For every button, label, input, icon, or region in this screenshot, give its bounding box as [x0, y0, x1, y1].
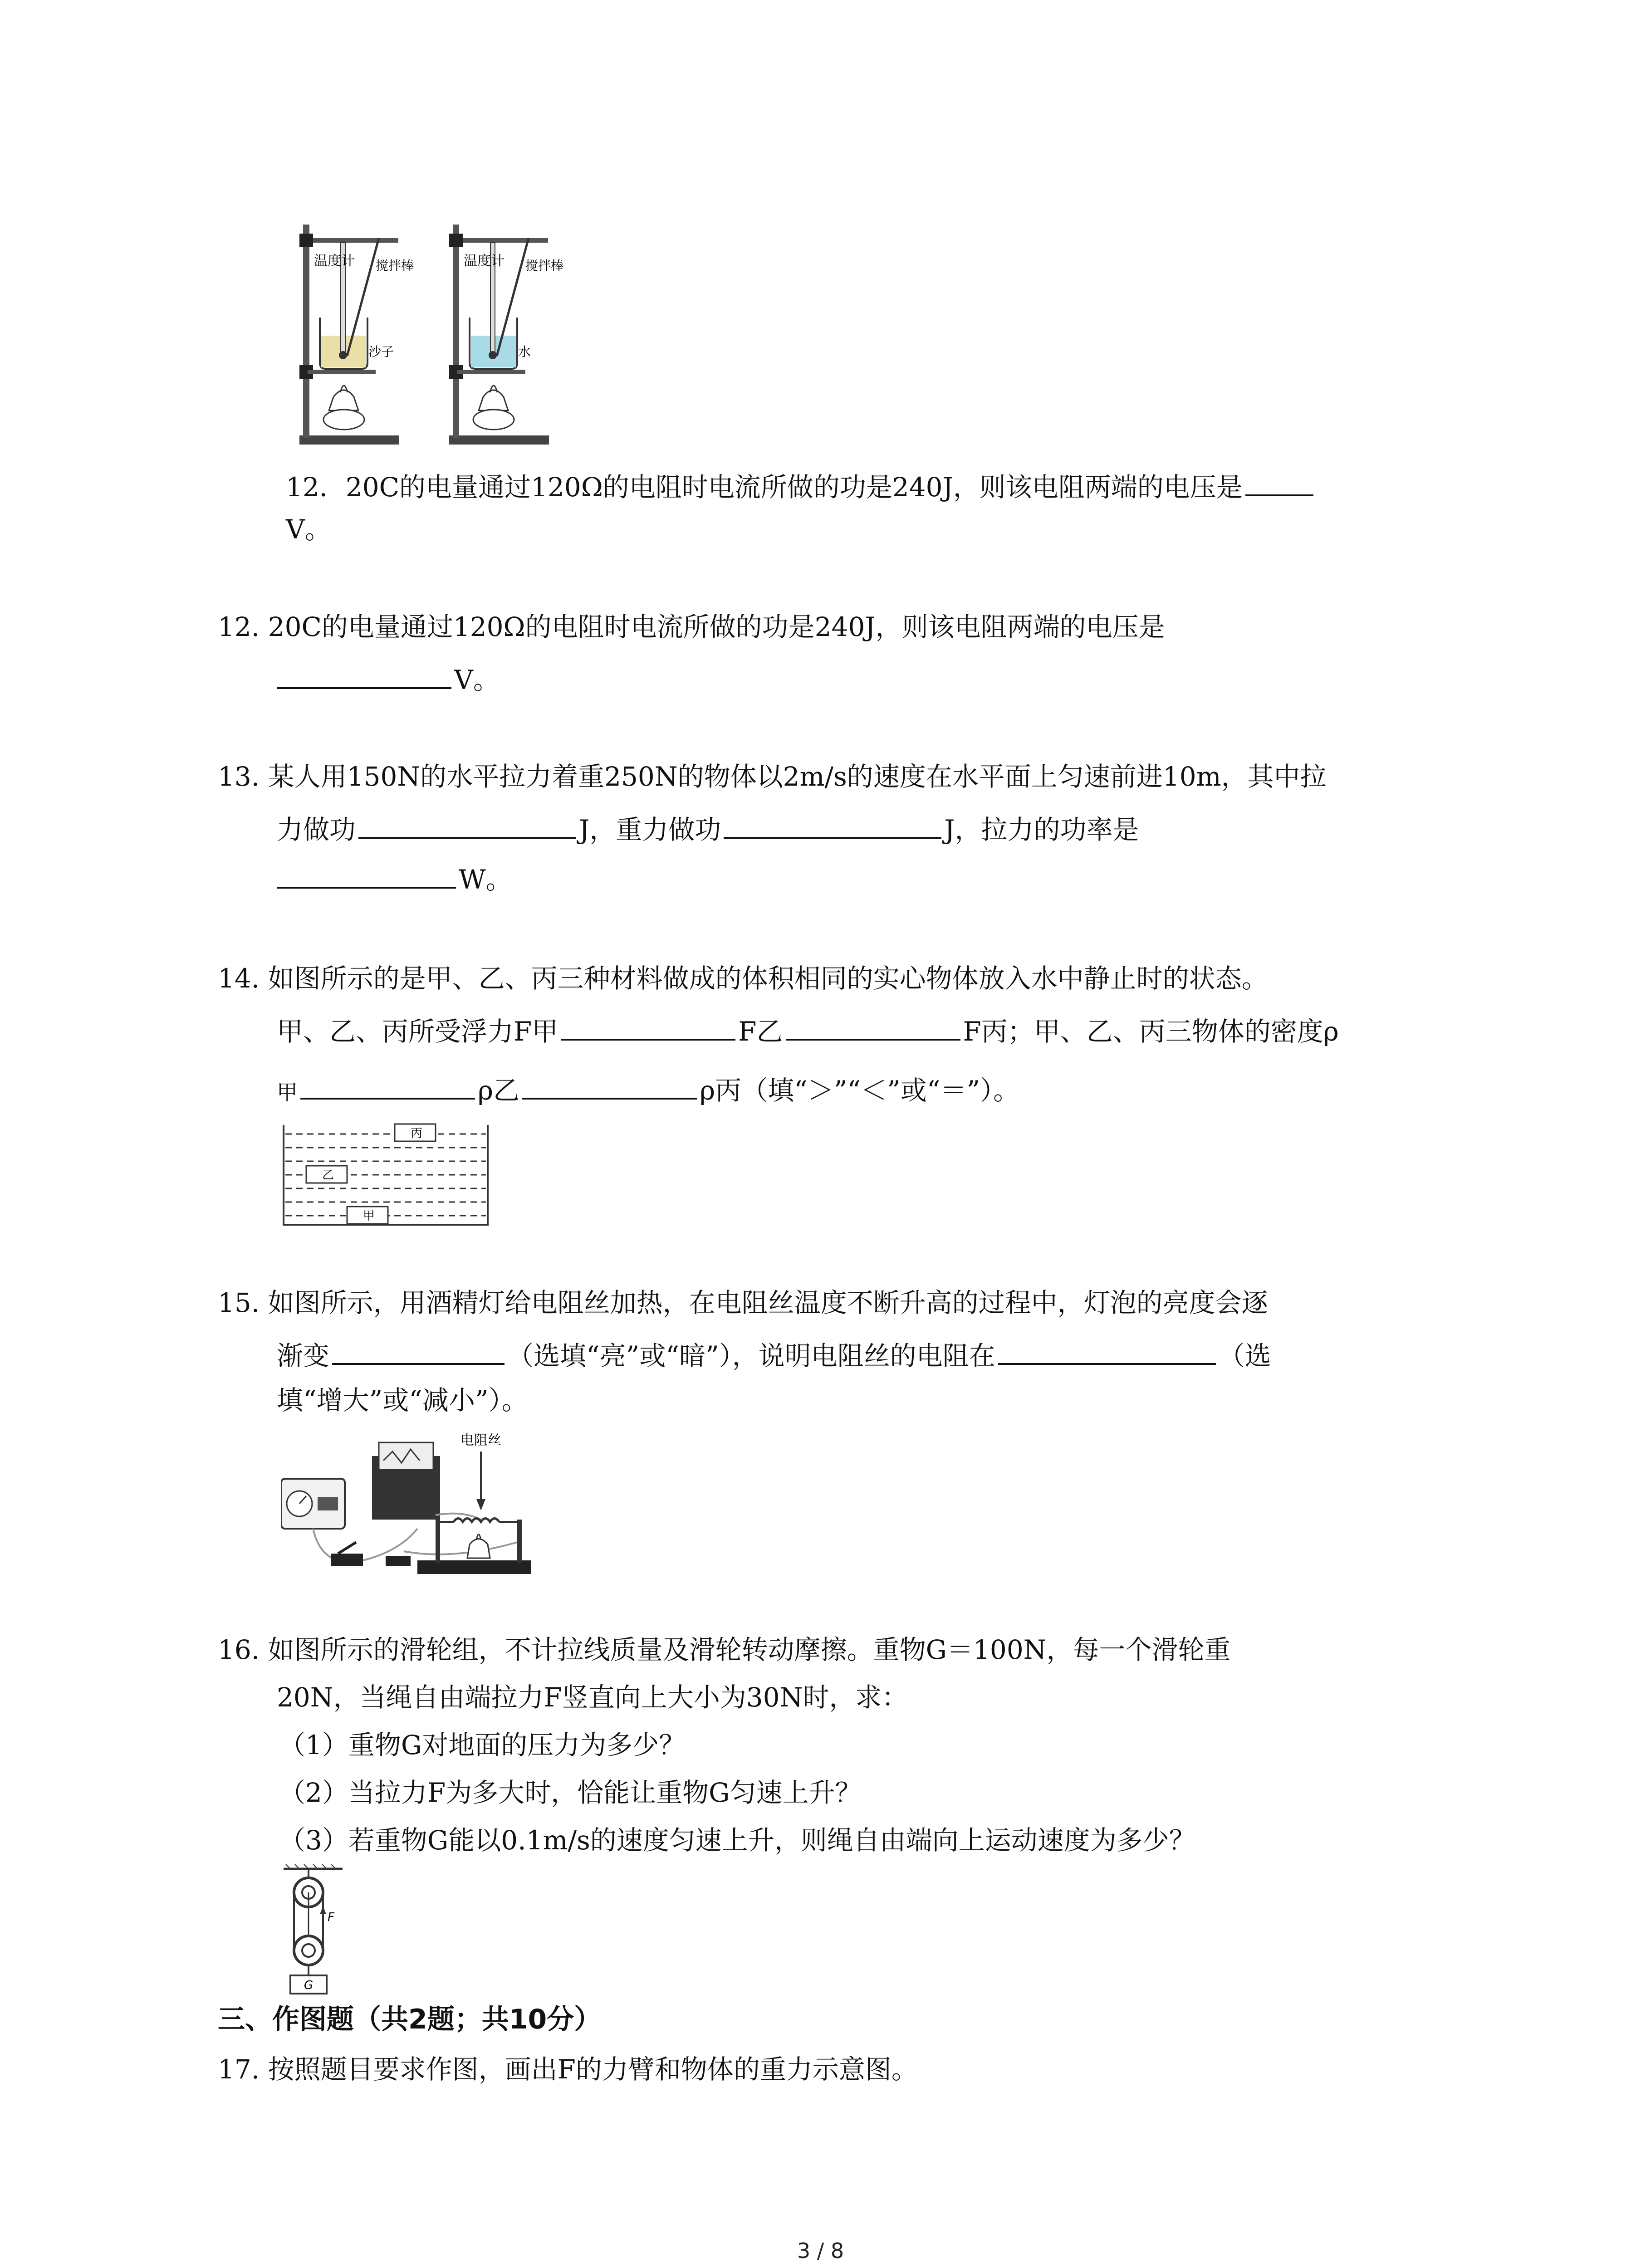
block-bing-label: 丙: [411, 1127, 423, 1140]
pulley-figure: [277, 1864, 349, 1996]
q13-line2: 力做功 J，重力做功 J，拉力的功率是: [277, 810, 1139, 846]
q15-line3: 填“增大”或“减小”）。: [277, 1385, 528, 1416]
section-3-title: 三、作图题（共2题；共10分）: [218, 2004, 602, 2035]
resistance-wire-label: 电阻丝: [460, 1432, 501, 1448]
q17-line1: 17. 按照题目要求作图，画出F的力臂和物体的重力示意图。: [218, 2054, 918, 2085]
q12-first-blank[interactable]: [1245, 467, 1313, 496]
q12-line2: V。: [277, 660, 500, 697]
q14-line3: 甲 ρ乙 ρ丙（填“＞”“＜”或“＝”）。: [277, 1070, 1019, 1109]
q16-sub3: （3）若重物G能以0.1m/s的速度匀速上升，则绳自由端向上运动速度为多少？: [279, 1825, 1195, 1856]
block-yi-label: 乙: [322, 1168, 334, 1182]
q13-line3: W。: [277, 860, 512, 896]
q13-line1: 13. 某人用150N的水平拉力着重250N的物体以2m/s的速度在水平面上匀速前进10m，其中拉: [218, 761, 1327, 792]
q12-first-line1: 12．20C的电量通过120Ω的电阻时电流所做的功是240J，则该电阻两端的电压是: [286, 467, 1316, 504]
q12-first-line2: V。: [286, 514, 331, 545]
q13-blank-work[interactable]: [358, 810, 576, 839]
q14-blank-rho1[interactable]: [300, 1070, 475, 1100]
q13-blank-power[interactable]: [277, 860, 456, 889]
circuit-figure: [281, 1424, 535, 1583]
q16-sub1: （1）重物G对地面的压力为多少？: [279, 1730, 686, 1760]
right-content-label: 水: [518, 344, 531, 359]
q12-line1: 12. 20C的电量通过120Ω的电阻时电流所做的功是240J，则该电阻两端的电压是: [218, 611, 1165, 642]
left-thermometer-label: 温度计: [314, 253, 355, 269]
left-stir-label: 搅拌棒: [376, 258, 414, 273]
q14-blank-f1[interactable]: [561, 1012, 735, 1041]
pulley-weight-label: G: [304, 1979, 314, 1992]
q15-blank-bright[interactable]: [332, 1336, 505, 1365]
page-number: 3 / 8: [797, 2239, 844, 2263]
pulley-force-label: F: [328, 1911, 334, 1924]
q16-line1: 16. 如图所示的滑轮组，不计拉线质量及滑轮转动摩擦。重物G＝100N，每一个滑轮重: [218, 1634, 1231, 1665]
q14-line1: 14. 如图所示的是甲、乙、丙三种材料做成的体积相同的实心物体放入水中静止时的状态。: [218, 963, 1268, 994]
beaker-experiment-figure: [281, 220, 608, 454]
q16-sub2: （2）当拉力F为多大时，恰能让重物G匀速上升？: [279, 1777, 862, 1808]
left-apparatus: [299, 225, 414, 445]
right-apparatus: [449, 225, 563, 445]
block-jia-label: 甲: [363, 1209, 375, 1223]
q15-line1: 15. 如图所示，用酒精灯给电阻丝加热，在电阻丝温度不断升高的过程中，灯泡的亮度会逐: [218, 1287, 1268, 1318]
q14-blank-rho2[interactable]: [522, 1070, 697, 1100]
q15-line2: 渐变 （选填“亮”或“暗”），说明电阻丝的电阻在 （选: [277, 1336, 1271, 1373]
right-thermometer-label: 温度计: [464, 253, 505, 269]
left-content-label: 沙子: [368, 344, 394, 359]
right-stir-label: 搅拌棒: [525, 258, 564, 273]
q14-blank-f2[interactable]: [786, 1012, 960, 1041]
q13-blank-gravity[interactable]: [724, 810, 941, 839]
q15-blank-resistance[interactable]: [998, 1336, 1216, 1365]
q12-blank[interactable]: [277, 660, 451, 689]
q16-line2: 20N，当绳自由端拉力F竖直向上大小为30N时，求：: [277, 1682, 908, 1713]
q14-line2: 甲、乙、丙所受浮力F甲 F乙 F丙；甲、乙、丙三物体的密度ρ: [277, 1012, 1339, 1048]
buoyancy-figure: [279, 1120, 492, 1229]
